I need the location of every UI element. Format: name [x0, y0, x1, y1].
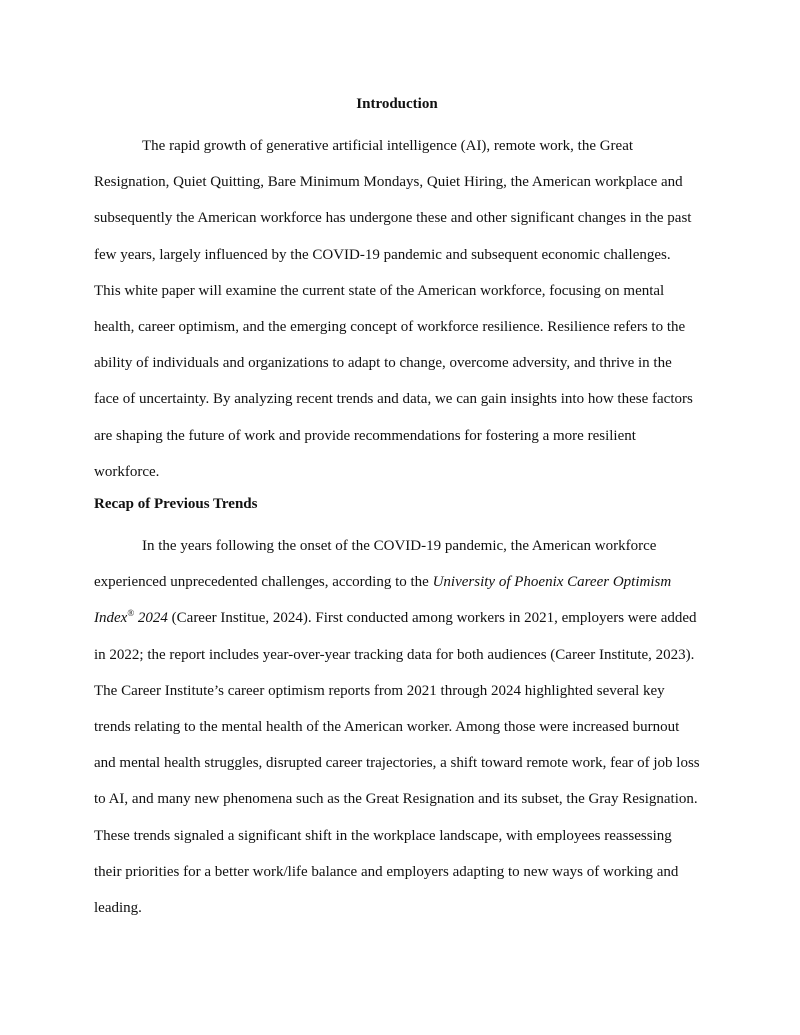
introduction-paragraph: The rapid growth of generative artificial intelligence (AI), remote work, the Great Resignation, Quiet Quitting, Bare Minimum Mondays, Quiet Hiring, the American workplace and subsequently the American workforce has undergone these and other significant changes in the past few years, largely influenced by the COVID-19 pandemic and subsequent economic challenges. This white paper will examine the current state of the American workforce, focusing on mental health, career optimism, and the emerging concept of workforce resilience. Resilience refers to the ability of individuals and organizations to adapt to change, overcome adversity, and thrive in the face of uncertainty. By analyzing recent trends and data, we can gain insights into how these factors are shaping the future of work and provide recommendations for fostering a more resilient workforce.	[94, 138, 693, 480]
recap-text-part-1: In the years following the onset of the COVID-19 pandemic, the American workforce experienced unprecedented challenges, according to the	[94, 538, 657, 591]
section-heading-introduction: Introduction	[356, 96, 438, 112]
recap-paragraph	[94, 528, 700, 926]
report-year-italic: 2024	[134, 610, 168, 627]
report-title-italic: University of Phoenix Career Optimism Index	[94, 574, 672, 627]
section-heading-recap: Recap of Previous Trends	[94, 496, 258, 513]
recap-text-part-2: (Career Institue, 2024). First conducted among workers in 2021, employers were added in 2022; the report includes year-over-year tracking data for both audiences (Career Institute, 2023). The Career Institute’s career optimism reports from 2021 through 2024 highlighted several key trends relating to the mental health of the American worker. Among those were increased burnout and mental health struggles, disrupted career trajectories, a shift toward remote work, fear of job loss to AI, and many new phenomena such as the Great Resignation and its subset, the Gray Resignation. These trends signaled a significant shift in the workplace landscape, with employees reassessing their priorities for a better work/life balance and employers adapting to new ways of working and leading.	[94, 610, 700, 917]
registered-mark: ®	[127, 608, 135, 619]
